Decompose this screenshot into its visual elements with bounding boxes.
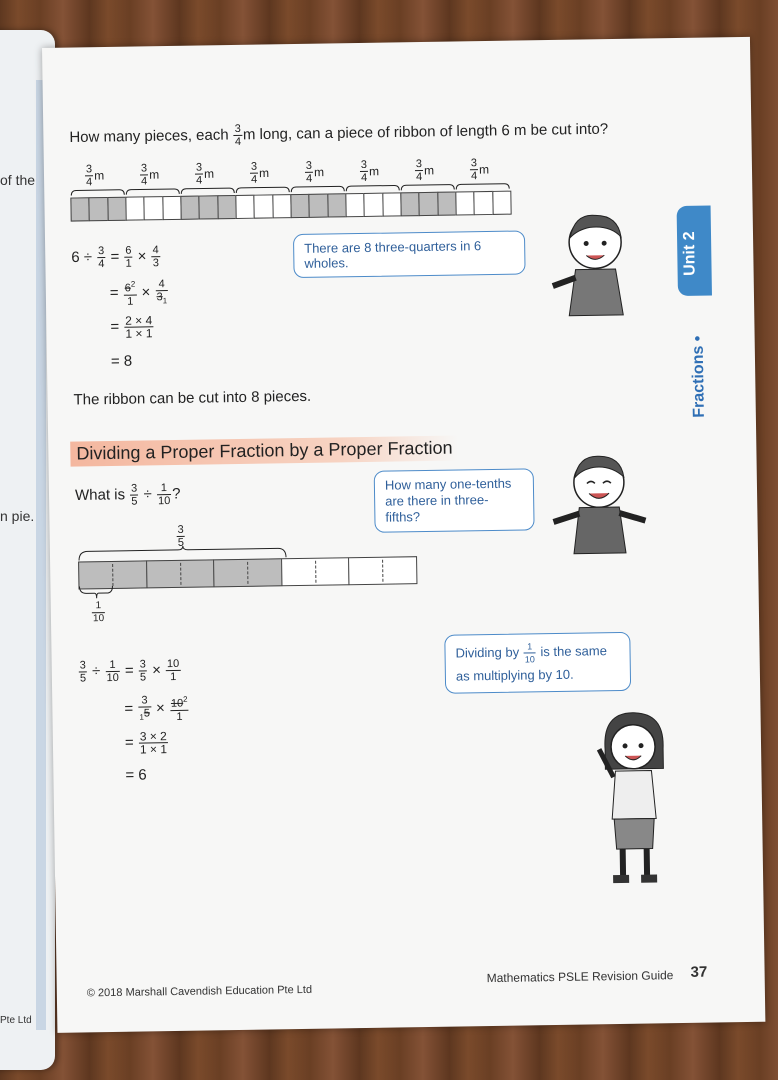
tenth-divider: [247, 562, 248, 584]
answer-1: The ribbon can be cut into 8 pieces.: [73, 387, 312, 409]
ribbon-quarter-cell: [107, 197, 127, 221]
ribbon-quarter-cell: [235, 195, 255, 219]
unit-tab: Unit 2: [677, 206, 712, 297]
ribbon-segment-brace: [180, 186, 235, 195]
ribbon-quarter-cell: [400, 192, 420, 216]
ribbon-quarter-cell: [217, 195, 237, 219]
speech-bubble-2: How many one-tenths are there in three-fifths?: [374, 468, 535, 533]
ribbon-quarter-cell: [162, 196, 182, 220]
ribbon-segment-brace: [455, 182, 510, 191]
ribbon-quarter-cell: [70, 197, 90, 221]
ribbon-segment-brace: [290, 184, 345, 193]
ribbon-quarter-cell: [419, 192, 439, 216]
ribbon-quarter-cell: [345, 193, 365, 217]
ribbon-segment-brace: [235, 185, 290, 194]
left-page-text-1: of the: [0, 172, 36, 188]
ribbon-segment-label: $\frac{3}{4}$ m: [140, 162, 160, 188]
ribbon-segment-label: $\frac{3}{4}$ m: [85, 163, 105, 189]
ribbon-quarter-cell: [125, 196, 145, 220]
working-1-line-4: = 8: [110, 352, 133, 370]
tenth-divider: [382, 560, 383, 582]
ribbon-quarter-cell: [382, 192, 402, 216]
book-title: Mathematics PSLE Revision Guide: [486, 968, 674, 986]
model-2-fifth-cell: [281, 557, 350, 586]
working-1-line-1: 6 ÷ $\frac{3}{4}$ = $\frac{6}{1}$ × $\frac{4}{3}$: [71, 244, 160, 271]
ribbon-segment-label: $\frac{3}{4}$ m: [250, 160, 270, 186]
ribbon-quarter-cell: [474, 191, 494, 215]
model-2-bottom-brace: [78, 585, 118, 600]
tenth-divider: [112, 564, 113, 586]
ribbon-quarter-cell: [199, 195, 219, 219]
section-title: Dividing a Proper Fraction by a Proper Fraction: [70, 436, 459, 467]
ribbon-quarter-cell: [309, 194, 329, 218]
question-2: What is $\frac{3}{5}$ ÷ $\frac{1}{10}$ ?: [74, 482, 181, 508]
ribbon-segment-brace: [400, 183, 455, 192]
ribbon-quarter-cell: [89, 197, 109, 221]
ribbon-segment-label: $\frac{3}{4}$ m: [415, 158, 435, 184]
speech-bubble-1: There are 8 three-quarters in 6 wholes.: [293, 230, 526, 278]
model-2-top-label: $\frac{3}{5}$: [177, 523, 185, 549]
ribbon-quarter-cell: [144, 196, 164, 220]
topic-label: Fractions •: [689, 335, 708, 418]
working-1-line-2: = $\frac{6^2}{1}$ × $\frac{4}{3_1}$: [109, 278, 168, 308]
ribbon-quarter-cell: [254, 194, 274, 218]
ribbon-segment-label: $\frac{3}{4}$ m: [470, 157, 490, 183]
question-1-suffix: m long, can a piece of ribbon of length 6 m be cut into?: [242, 120, 609, 144]
left-page-text-3: Pte Ltd: [0, 1015, 32, 1026]
tenth-divider: [315, 561, 316, 583]
model-2-bottom-label: $\frac{1}{10}$: [92, 600, 105, 625]
working-2-line-4: = 6: [125, 766, 147, 784]
ribbon-segment-brace: [125, 187, 180, 196]
ribbon-quarter-cell: [290, 194, 310, 218]
boy-illustration-2: [548, 449, 650, 556]
working-2-line-1: $\frac{3}{5}$ ÷ $\frac{1}{10}$ = $\frac{3}{5}$ × $\frac{10}{1}$: [79, 657, 180, 685]
page-number: 37: [690, 963, 708, 981]
ribbon-quarter-cell: [180, 196, 200, 220]
working-2-line-3: = $\frac{3 \times 2}{1 \times 1}$: [124, 729, 168, 757]
copyright: © 2018 Marshall Cavendish Education Pte Ltd: [86, 983, 313, 1000]
model-2-fifth-cell: [348, 556, 417, 585]
ribbon-segment-brace: [345, 183, 400, 192]
boy-illustration-1: [550, 207, 642, 318]
tenth-divider: [180, 563, 181, 585]
ribbon-quarter-cell: [364, 193, 384, 217]
book-page: [42, 37, 765, 1033]
ribbon-segment-brace: [70, 188, 125, 197]
question-1-fraction: $\frac{3}{4}$: [234, 122, 242, 148]
speech-bubble-3: Dividing by $\frac{1}{10}$ is the same as multiplying by 10.: [444, 632, 631, 694]
ribbon-quarter-cell: [327, 193, 347, 217]
question-1-prefix: How many pieces, each: [69, 126, 229, 147]
ribbon-quarter-cell: [492, 191, 512, 215]
working-2-line-2: = $\frac{3}{_15}$ × $\frac{10^2}{1}$: [124, 694, 188, 723]
ribbon-segment-label: $\frac{3}{4}$ m: [195, 161, 215, 187]
ribbon-quarter-cell: [272, 194, 292, 218]
ribbon-quarter-cell: [437, 192, 457, 216]
model-2-fifth-cell: [213, 558, 282, 587]
left-page-text-2: n pie.: [0, 508, 35, 524]
girl-illustration: [592, 708, 675, 889]
ribbon-segment-label: $\frac{3}{4}$ m: [360, 158, 380, 185]
working-1-line-3: = $\frac{2 \times 4}{1 \times 1}$: [110, 313, 153, 341]
model-2-fifth-cell: [146, 559, 215, 588]
ribbon-quarter-cell: [455, 191, 475, 215]
question-1: [69, 117, 608, 150]
ribbon-segment-label: $\frac{3}{4}$ m: [305, 159, 325, 185]
